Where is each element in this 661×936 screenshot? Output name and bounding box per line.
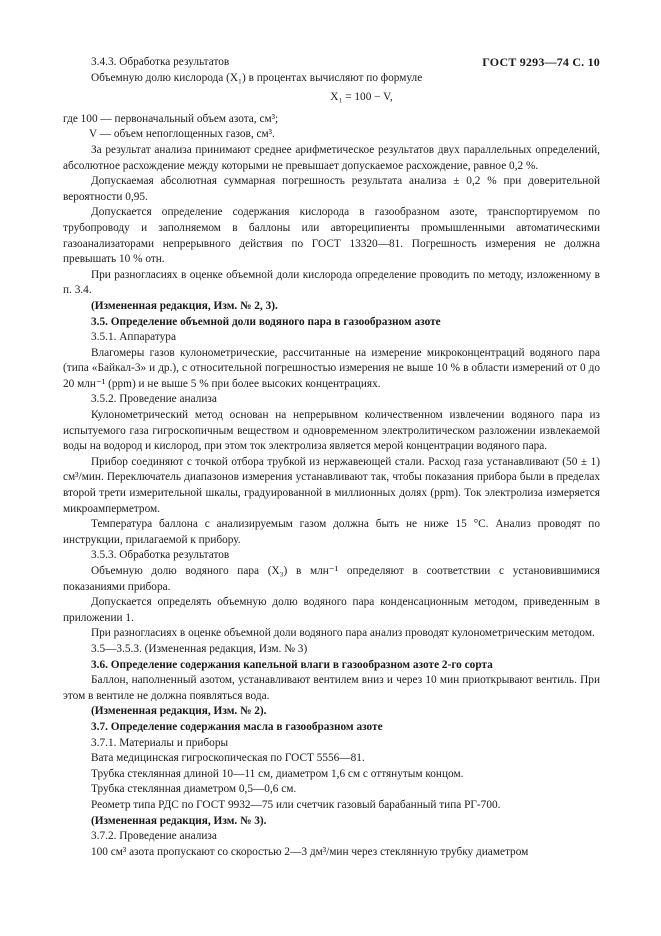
formula: X₁ = 100 − V,	[330, 91, 393, 104]
paragraph: Объемную долю водяного пара (X₃) в млн⁻¹ определяют в соответствии с установившимися показаниями прибора.	[63, 565, 600, 593]
document-body	[63, 55, 600, 860]
paragraph: Допускаемая абсолютная суммарная погрешность результата анализа ± 0,2 % при доверительной вероятности 0,95.	[63, 175, 600, 203]
paragraph: Баллон, наполненный азотом, устанавливают вентилем вниз и через 10 мин приоткрывают вентиль. При этом в вентиле не должна появляться вода.	[63, 674, 600, 702]
paragraph: Вата медицинская гигроскопическая по ГОСТ 5556—81.	[91, 752, 365, 765]
paragraph: (Измененная редакция, Изм. № 2).	[91, 705, 267, 718]
paragraph: 3.5.1. Аппаратура	[91, 331, 176, 344]
paragraph: 3.5. Определение объемной доли водяного пара в газообразном азоте	[91, 315, 441, 328]
paragraph: При разногласиях в оценке объемной доли водяного пара анализ проводят кулонометрическим методом.	[91, 627, 595, 640]
paragraph: 3.7. Определение содержания масла в газообразном азоте	[91, 720, 383, 733]
paragraph: Прибор соединяют с точкой отбора трубкой из нержавеющей стали. Расход газа устанавливают (50 ± 1) см³/мин. Переключатель диапазонов измерения устанавливают так, чтобы показания прибора были в пределах второй трети измерительной шкалы, градуированной в миллионных долях (ppm). Ток электролиза измеряется микроамперметром.	[63, 455, 600, 515]
paragraph: (Измененная редакция, Изм. № 2, 3).	[91, 299, 278, 312]
paragraph: Допускается определение содержания кислорода в газообразном азоте, транспортируемом по трубопроводу и заполняемом в баллоны или автореципиенты промышленными автоматическими газоанализаторами непрерывного действия по ГОСТ 13320—81. Погрешность измерения не должна превышать 10 % отн.	[63, 206, 600, 266]
paragraph: (Измененная редакция, Изм. № 3).	[91, 814, 267, 827]
paragraph: 100 см³ азота пропускают со скоростью 2—3 дм³/мин через стеклянную трубку диаметром	[91, 845, 529, 858]
paragraph: 3.4.3. Обработка результатов	[91, 56, 230, 68]
paragraph: 3.7.2. Проведение анализа	[91, 830, 217, 843]
paragraph: где 100 — первоначальный объем азота, см³;	[63, 112, 279, 125]
paragraph: Трубка стеклянная диаметром 0,5—0,6 см.	[91, 783, 297, 796]
paragraph: Температура баллона с анализируемым газом должна быть не ниже 15 °С. Анализ проводят по инструкции, прилагаемой к прибору.	[63, 518, 600, 546]
paragraph: Допускается определять объемную долю водяного пара конденсационным методом, приведенным в приложении 1.	[63, 596, 600, 624]
paragraph: Влагомеры газов кулонометрические, рассчитанные на измерение микроконцентраций водяного пара (типа «Байкал-3» и др.), с относительной погрешностью измерения не выше 10 % в области измерений от 0 до 20 млн⁻¹ (ppm) и не выше 5 % при более высоких концентрациях.	[63, 346, 600, 390]
paragraph: 3.5—3.5.3. (Измененная редакция, Изм. № 3)	[91, 642, 308, 655]
paragraph: V — объем непоглощенных газов, см³.	[89, 128, 275, 141]
paragraph: Реометр типа РДС по ГОСТ 9932—75 или счетчик газовый барабанный типа РГ-700.	[91, 798, 501, 811]
paragraph: 3.5.2. Проведение анализа	[91, 393, 217, 406]
paragraph: Трубка стеклянная длиной 10—11 см, диаметром 1,6 см с оттянутым концом.	[91, 767, 464, 780]
paragraph: Кулонометрический метод основан на непрерывном количественном извлечении водяного пара из испытуемого газа гигроскопичным веществом и одновременном электролитическом разложении извлекаемой воды на водород и кислород, при этом ток электролиза является мерой концентрации водяного пара.	[63, 409, 600, 453]
paragraph: 3.6. Определение содержания капельной влаги в газообразном азоте 2-го сорта	[91, 658, 493, 671]
paragraph: 3.5.3. Обработка результатов	[91, 549, 230, 562]
paragraph: Объемную долю кислорода (X₁) в процентах вычисляют по формуле	[91, 71, 423, 84]
page-header: ГОСТ 9293—74 С. 10	[482, 55, 600, 69]
paragraph: За результат анализа принимают среднее арифметическое результатов двух параллельных определений, абсолютное расхождение между которыми не превышает допускаемое расхождение, равное 0,2 %.	[63, 143, 600, 172]
paragraph: 3.7.1. Материалы и приборы	[91, 736, 229, 749]
paragraph: При разногласиях в оценке объемной доли кислорода определение проводить по методу, изложенному в п. 3.4.	[63, 268, 600, 297]
